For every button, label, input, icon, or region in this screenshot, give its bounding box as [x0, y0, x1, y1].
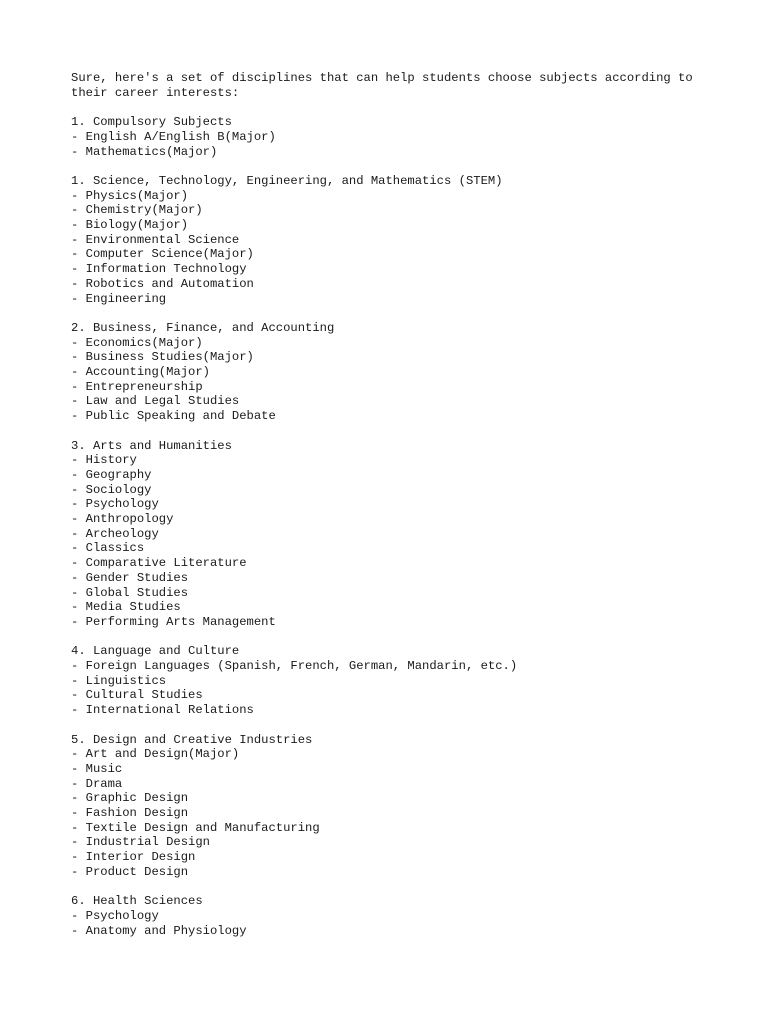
- list-item: - Textile Design and Manufacturing: [71, 820, 320, 835]
- list-item: - Accounting(Major): [71, 365, 210, 380]
- section-heading: 5. Design and Creative Industries: [71, 732, 313, 747]
- document-page: [71, 71, 711, 938]
- list-item: - Global Studies: [71, 585, 189, 600]
- list-item: - Fashion Design: [71, 806, 189, 821]
- section-item-list: [71, 336, 711, 424]
- list-item: - Performing Arts Management: [71, 614, 276, 629]
- section: [71, 174, 711, 306]
- list-item: - Sociology: [71, 482, 152, 497]
- list-item: - Psychology: [71, 908, 159, 923]
- list-item: - Music: [71, 761, 123, 776]
- list-item: - Entrepreneurship: [71, 379, 203, 394]
- list-item: - Biology(Major): [71, 218, 189, 232]
- section-heading: 1. Compulsory Subjects: [71, 115, 232, 130]
- section-item-list: [71, 130, 711, 159]
- section-item-list: [71, 909, 711, 938]
- section-item-list: [71, 189, 711, 307]
- list-item: - History: [71, 453, 137, 468]
- section: [71, 439, 711, 630]
- list-item: - Comparative Literature: [71, 556, 247, 571]
- list-item: - Mathematics(Major): [71, 144, 218, 159]
- section-heading: 1. Science, Technology, Engineering, and Mathematics (STEM): [71, 173, 503, 188]
- section: [71, 733, 711, 880]
- list-item: - Anatomy and Physiology: [71, 923, 247, 938]
- list-item: - Environmental Science: [71, 232, 240, 247]
- list-item: - Product Design: [71, 864, 189, 879]
- list-item: - Law and Legal Studies: [71, 394, 240, 409]
- list-item: - Media Studies: [71, 600, 181, 615]
- list-item: - Archeology: [71, 526, 159, 541]
- list-item: - Computer Science(Major): [71, 247, 254, 262]
- section-heading: 4. Language and Culture: [71, 644, 240, 659]
- list-item: - Interior Design: [71, 850, 196, 865]
- list-item: - Physics(Major): [71, 188, 189, 203]
- list-item: - Business Studies(Major): [71, 350, 254, 365]
- section-heading: 2. Business, Finance, and Accounting: [71, 320, 335, 335]
- list-item: - Classics: [71, 541, 145, 556]
- section-item-list: [71, 747, 711, 879]
- list-item: - Geography: [71, 467, 152, 482]
- list-item: - Engineering: [71, 291, 167, 306]
- list-item: - Anthropology: [71, 512, 174, 527]
- list-item: - Foreign Languages (Spanish, French, German, Mandarin, etc.): [71, 659, 518, 674]
- list-item: - Economics(Major): [71, 335, 203, 350]
- section-item-list: [71, 659, 711, 718]
- section-heading: 6. Health Sciences: [71, 894, 203, 909]
- list-item: - Public Speaking and Debate: [71, 409, 276, 424]
- list-item: - Information Technology: [71, 262, 247, 277]
- list-item: - Psychology: [71, 497, 159, 512]
- section: [71, 115, 711, 159]
- list-item: - Robotics and Automation: [71, 276, 254, 291]
- list-item: - Graphic Design: [71, 791, 189, 806]
- list-item: - Art and Design(Major): [71, 747, 240, 762]
- list-item: - Industrial Design: [71, 835, 210, 850]
- list-item: - Cultural Studies: [71, 688, 203, 703]
- list-item: - International Relations: [71, 703, 254, 718]
- list-item: - English A/English B(Major): [71, 129, 276, 144]
- section: [71, 644, 711, 718]
- list-item: - Chemistry(Major): [71, 203, 203, 218]
- section-item-list: [71, 453, 711, 629]
- section: [71, 321, 711, 424]
- list-item: - Drama: [71, 776, 123, 791]
- list-item: - Linguistics: [71, 673, 167, 688]
- section-heading: 3. Arts and Humanities: [71, 438, 232, 453]
- intro-paragraph: Sure, here's a set of disciplines that can help students choose subjects according to their career interests:: [71, 71, 693, 100]
- list-item: - Gender Studies: [71, 570, 189, 585]
- sections-container: [71, 115, 711, 938]
- section: [71, 894, 711, 938]
